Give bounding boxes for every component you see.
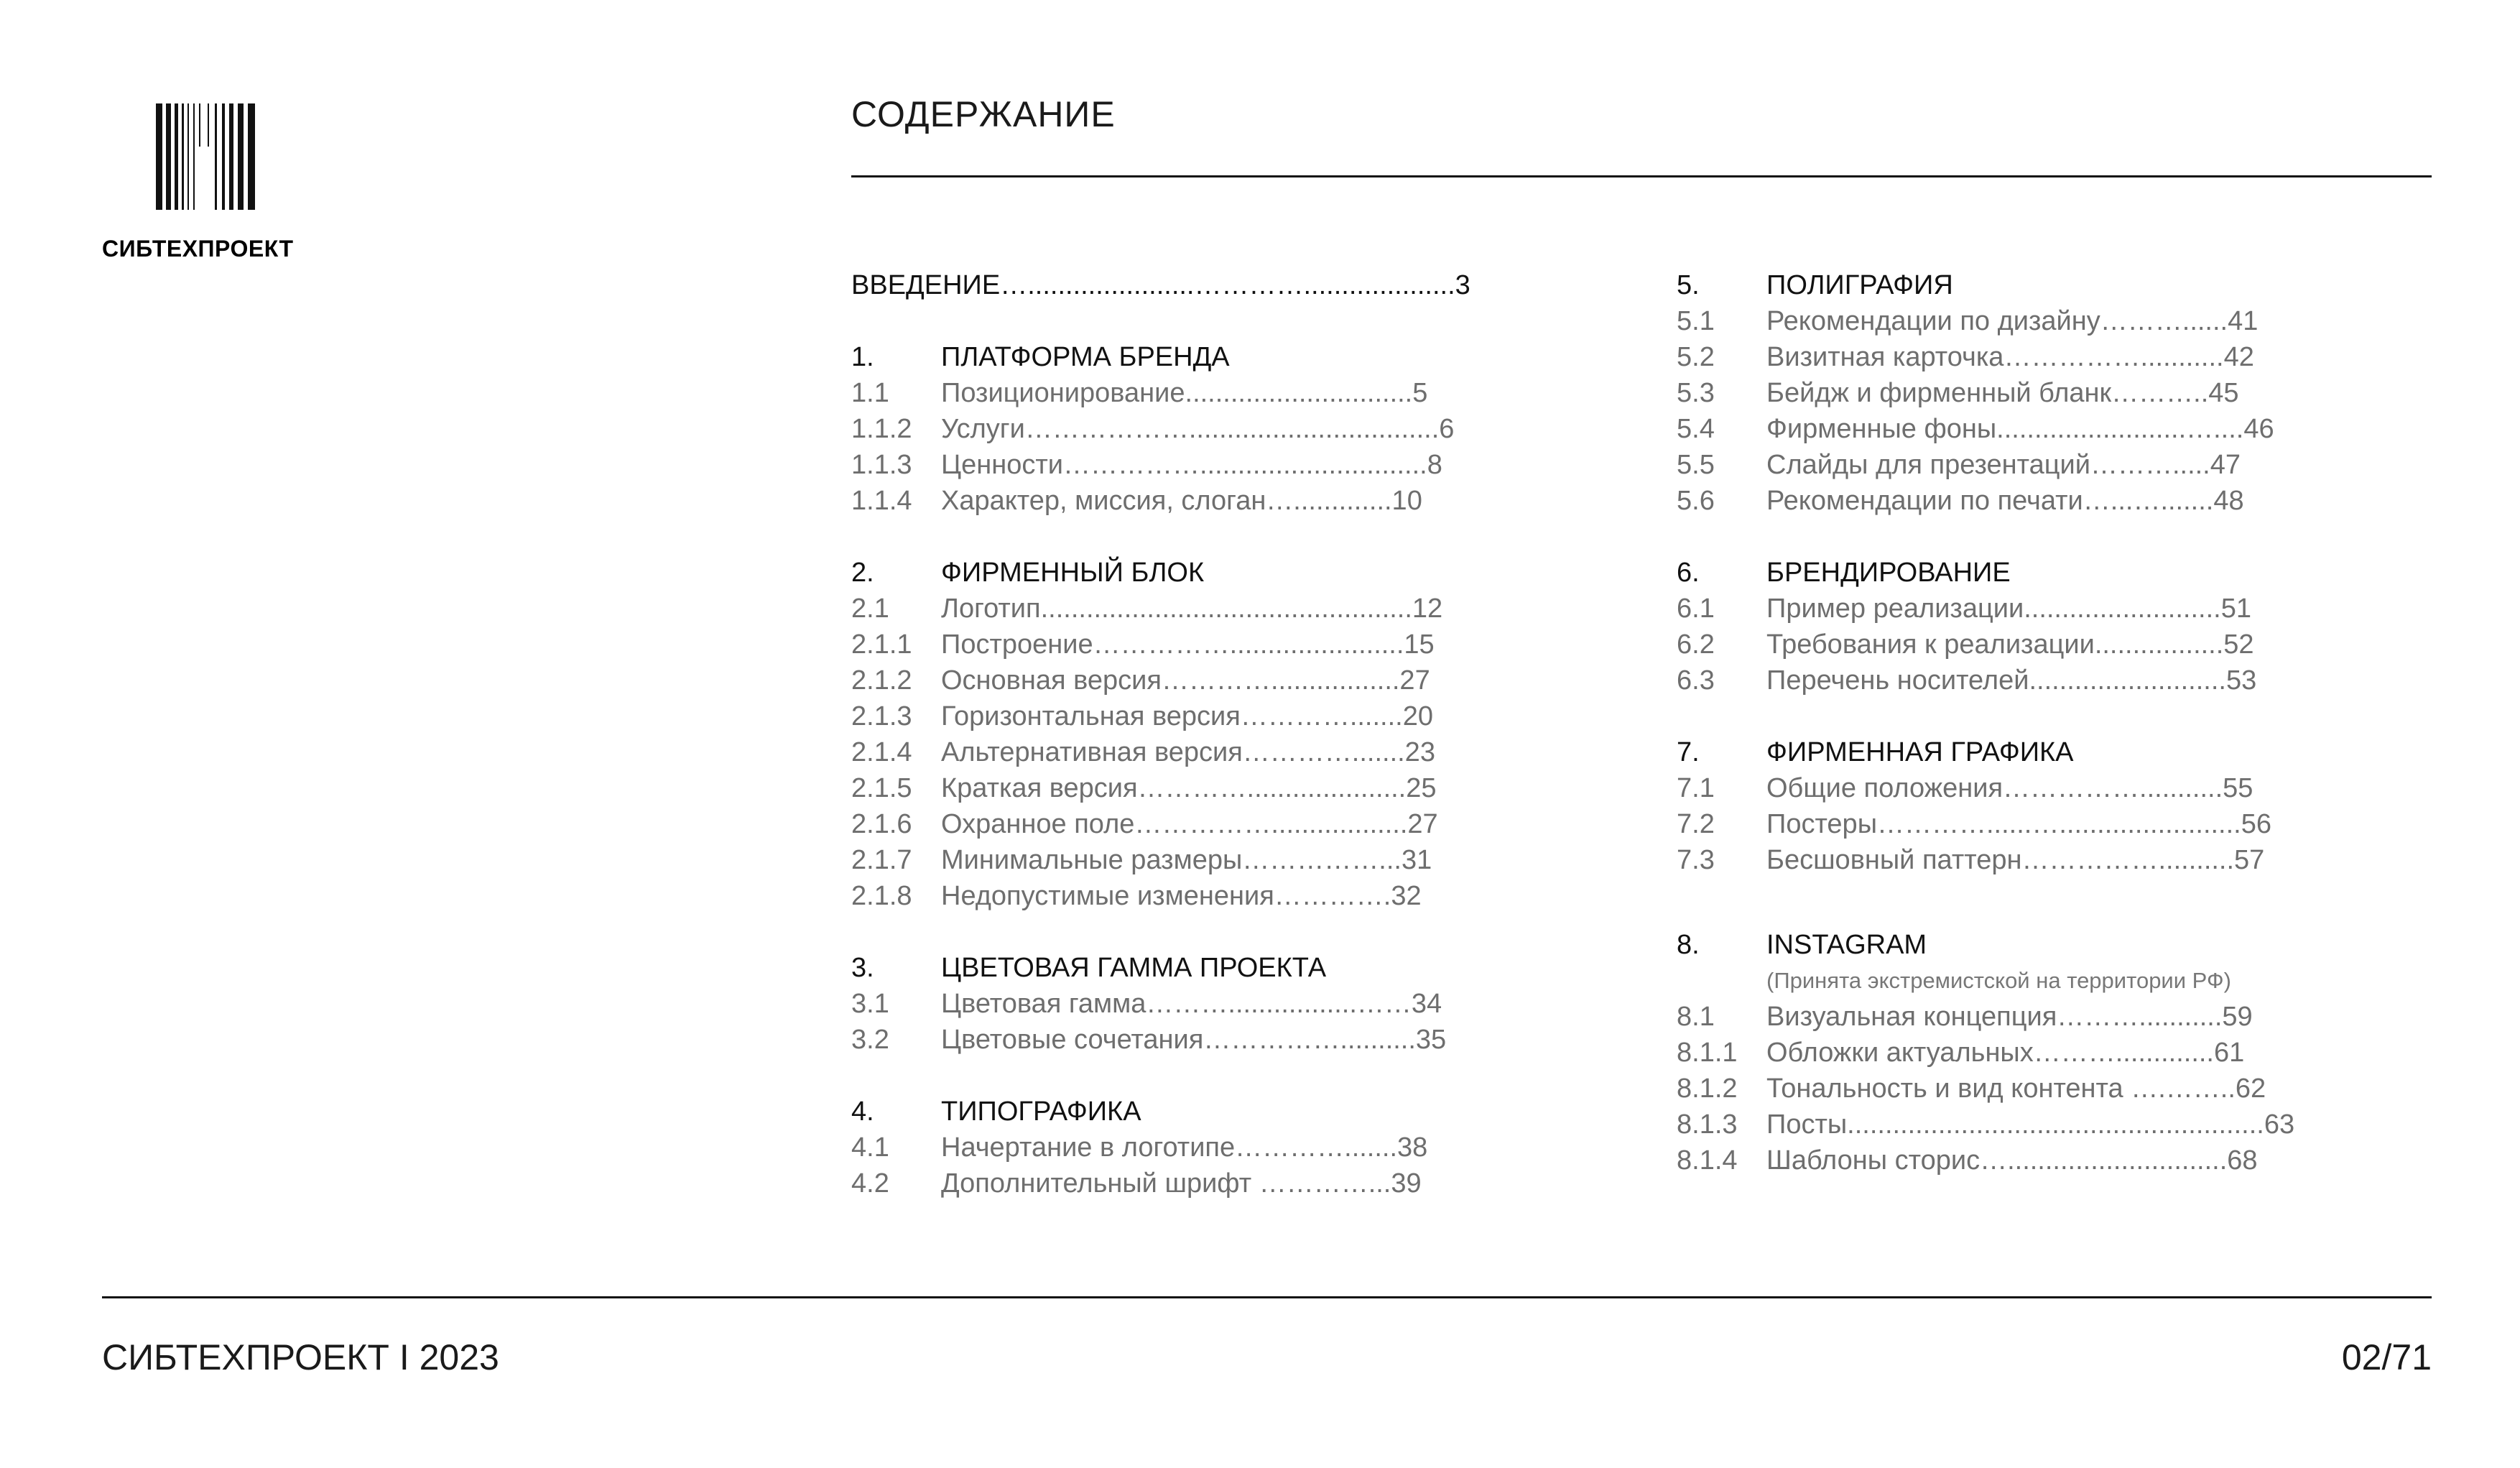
- toc-number: 2.1.7: [851, 845, 912, 875]
- toc-number: 7.: [1677, 737, 1700, 767]
- toc-entry: [851, 1022, 1527, 1058]
- toc-number: 7.1: [1677, 773, 1715, 803]
- title-divider: [851, 175, 2432, 177]
- footer-brand-year: СИБТЕХПРОЕКТ I 2023: [102, 1337, 499, 1377]
- toc-label: Характер, миссия, слоган….............10: [941, 486, 1422, 516]
- toc-number: 4.2: [851, 1168, 889, 1199]
- toc-entry: [851, 698, 1527, 734]
- toc-entry: [1677, 1142, 2352, 1178]
- toc-section-heading: [1677, 555, 2352, 591]
- toc-label: Услуги……………….................................6: [941, 414, 1455, 444]
- toc-number: 5.3: [1677, 378, 1715, 408]
- toc-section-heading: [1677, 927, 2352, 963]
- toc-entry: [1677, 411, 2352, 447]
- toc-label: Основная версия………….................27: [941, 665, 1430, 696]
- toc-number: 6.: [1677, 558, 1700, 588]
- toc-number: 2.1.5: [851, 773, 912, 803]
- toc-entry: [1677, 1071, 2352, 1107]
- toc-entry: [1677, 842, 2352, 878]
- toc-entry: [1677, 339, 2352, 375]
- toc-entry: [1677, 447, 2352, 483]
- toc-label: Тональность и вид контента ….……..62: [1766, 1074, 2266, 1104]
- toc-spacer: [1677, 878, 2352, 927]
- toc-label: Краткая версия………….....................25: [941, 773, 1437, 803]
- toc-label: Пример реализации..........................51: [1766, 594, 2251, 624]
- toc-entry: [1677, 303, 2352, 339]
- toc-entry: [1677, 591, 2352, 627]
- toc-section-heading: [851, 267, 1527, 303]
- toc-entry: [851, 806, 1527, 842]
- toc-entry: [851, 1130, 1527, 1165]
- toc-section-heading: [851, 555, 1527, 591]
- toc-label: Цветовые сочетания……………..........35: [941, 1025, 1447, 1055]
- toc-entry: [851, 483, 1527, 519]
- toc-number: 2.1.3: [851, 701, 912, 731]
- toc-number: 1.1.3: [851, 450, 912, 480]
- toc-label: Обложки актуальных……….............61: [1766, 1038, 2245, 1068]
- toc-number: 8.1: [1677, 1002, 1715, 1032]
- toc-spacer: [851, 519, 1527, 555]
- toc-label: ВВЕДЕНИЕ…......................…………....................3: [851, 270, 1470, 300]
- toc-number: 5.2: [1677, 342, 1715, 372]
- toc-entry: [851, 627, 1527, 663]
- toc-label: Постеры…………......…........................56: [1766, 809, 2271, 839]
- toc-number: 1.1.4: [851, 486, 912, 516]
- toc-label: Шаблоны сторис….............................68: [1766, 1145, 2258, 1176]
- toc-entry: [1677, 806, 2352, 842]
- toc-entry: [851, 375, 1527, 411]
- toc-number: 1.1.2: [851, 414, 912, 444]
- toc-entry: [1677, 1107, 2352, 1142]
- toc-section-heading: [1677, 267, 2352, 303]
- toc-label: Цветовая гамма……….................……34: [941, 989, 1442, 1019]
- toc-number: 6.3: [1677, 665, 1715, 696]
- toc-label: ПЛАТФОРМА БРЕНДА: [941, 342, 1230, 372]
- toc-entry: [851, 878, 1527, 914]
- toc-label: ТИПОГРАФИКА: [941, 1097, 1141, 1127]
- toc-number: 2.1.8: [851, 881, 912, 911]
- toc-number: 2.1.2: [851, 665, 912, 696]
- toc-number: 5.1: [1677, 306, 1715, 336]
- toc-label: (Принята экстремистской на территории РФ): [1766, 968, 2231, 993]
- toc-number: 3.: [851, 953, 874, 983]
- toc-section-heading: [851, 950, 1527, 986]
- toc-entry: [1677, 770, 2352, 806]
- toc-number: 5.5: [1677, 450, 1715, 480]
- toc-number: 7.3: [1677, 845, 1715, 875]
- toc-label: Перечень носителей..........................53: [1766, 665, 2257, 696]
- toc-label: Фирменные фоны.........................…....46: [1766, 414, 2274, 444]
- toc-entry: [851, 734, 1527, 770]
- toc-entry: [1677, 663, 2352, 698]
- toc-label: Рекомендации по дизайну………......41: [1766, 306, 2259, 336]
- toc-label: Горизонтальная версия………….......20: [941, 701, 1433, 731]
- page-title: СОДЕРЖАНИЕ: [851, 94, 1116, 134]
- toc-spacer: [851, 303, 1527, 339]
- toc-number: 8.: [1677, 930, 1700, 960]
- toc-entry: [851, 411, 1527, 447]
- toc-label: Начертание в логотипе………….......38: [941, 1132, 1428, 1163]
- toc-label: Общие положения……………...........55: [1766, 773, 2253, 803]
- toc-label: Недопустимые изменения………….32: [941, 881, 1422, 911]
- toc-number: 8.1.1: [1677, 1038, 1738, 1068]
- toc-entry: [851, 447, 1527, 483]
- toc-entry: [851, 842, 1527, 878]
- toc-number: 6.2: [1677, 629, 1715, 660]
- toc-number: 8.1.4: [1677, 1145, 1738, 1176]
- toc-entry: [851, 591, 1527, 627]
- toc-number: 8.1.2: [1677, 1074, 1738, 1104]
- toc-number: 3.2: [851, 1025, 889, 1055]
- toc-number: 2.: [851, 558, 874, 588]
- toc-label: Бейдж и фирменный бланк………..45: [1766, 378, 2239, 408]
- toc-number: 2.1.4: [851, 737, 912, 767]
- toc-label: Охранное поле……………..................27: [941, 809, 1438, 839]
- toc-section-heading: [851, 339, 1527, 375]
- toc-entry: [1677, 627, 2352, 663]
- toc-entry: [851, 1165, 1527, 1201]
- toc-label: Требования к реализации.................52: [1766, 629, 2254, 660]
- toc-entry: [851, 663, 1527, 698]
- toc-label: INSTAGRAM: [1766, 930, 1927, 960]
- toc-number: 4.1: [851, 1132, 889, 1163]
- toc-section-heading: [1677, 734, 2352, 770]
- toc-entry: [851, 770, 1527, 806]
- toc-number: 8.1.3: [1677, 1109, 1738, 1140]
- footer-divider: [102, 1296, 2432, 1298]
- toc-label: Слайды для презентаций……….....47: [1766, 450, 2241, 480]
- toc-entry: [1677, 375, 2352, 411]
- toc-column-left: [851, 267, 1527, 1201]
- toc-entry: [1677, 999, 2352, 1035]
- toc-spacer: [851, 914, 1527, 950]
- toc-label: Дополнительный шрифт …………...39: [941, 1168, 1422, 1199]
- page-number: 02/71: [2341, 1337, 2432, 1377]
- logo-icon: [156, 103, 258, 210]
- toc-column-right: [1677, 267, 2352, 1178]
- toc-number: 5.6: [1677, 486, 1715, 516]
- toc-number: 3.1: [851, 989, 889, 1019]
- toc-label: Визуальная концепция………...........59: [1766, 1002, 2253, 1032]
- toc-spacer: [851, 1058, 1527, 1094]
- toc-label: Минимальные размеры……………...31: [941, 845, 1432, 875]
- toc-label: Логотип.................................................12: [941, 594, 1443, 624]
- toc-label: Ценности……………..............................8: [941, 450, 1442, 480]
- toc-label: БРЕНДИРОВАНИЕ: [1766, 558, 2011, 588]
- toc-number: 2.1.1: [851, 629, 912, 660]
- toc-entry: [1677, 483, 2352, 519]
- toc-number: 1.: [851, 342, 874, 372]
- toc-label: Бесшовный паттерн……………..........57: [1766, 845, 2265, 875]
- toc-number: 5.: [1677, 270, 1700, 300]
- toc-label: Визитная карточка……………...........42: [1766, 342, 2254, 372]
- toc-number: 2.1: [851, 594, 889, 624]
- toc-note: [1677, 963, 2352, 999]
- toc-entry: [1677, 1035, 2352, 1071]
- toc-number: 7.2: [1677, 809, 1715, 839]
- toc-label: Построение…………….......................15: [941, 629, 1435, 660]
- toc-label: ФИРМЕННАЯ ГРАФИКА: [1766, 737, 2074, 767]
- toc-label: ПОЛИГРАФИЯ: [1766, 270, 1953, 300]
- toc-number: 2.1.6: [851, 809, 912, 839]
- toc-number: 1.1: [851, 378, 889, 408]
- toc-number: 5.4: [1677, 414, 1715, 444]
- toc-entry: [851, 986, 1527, 1022]
- toc-number: 4.: [851, 1097, 874, 1127]
- toc-spacer: [1677, 698, 2352, 734]
- brand-name: СИБТЕХПРОЕКТ: [102, 236, 294, 262]
- toc-spacer: [1677, 519, 2352, 555]
- toc-label: ЦВЕТОВАЯ ГАММА ПРОЕКТА: [941, 953, 1327, 983]
- toc-label: Позиционирование..............................5: [941, 378, 1428, 408]
- toc-label: Альтернативная версия………….......23: [941, 737, 1435, 767]
- toc-label: Рекомендации по печати…...….......48: [1766, 486, 2244, 516]
- toc-section-heading: [851, 1094, 1527, 1130]
- toc-label: ФИРМЕННЫЙ БЛОК: [941, 558, 1205, 588]
- toc-label: Посты.......................................................63: [1766, 1109, 2295, 1140]
- toc-number: 6.1: [1677, 594, 1715, 624]
